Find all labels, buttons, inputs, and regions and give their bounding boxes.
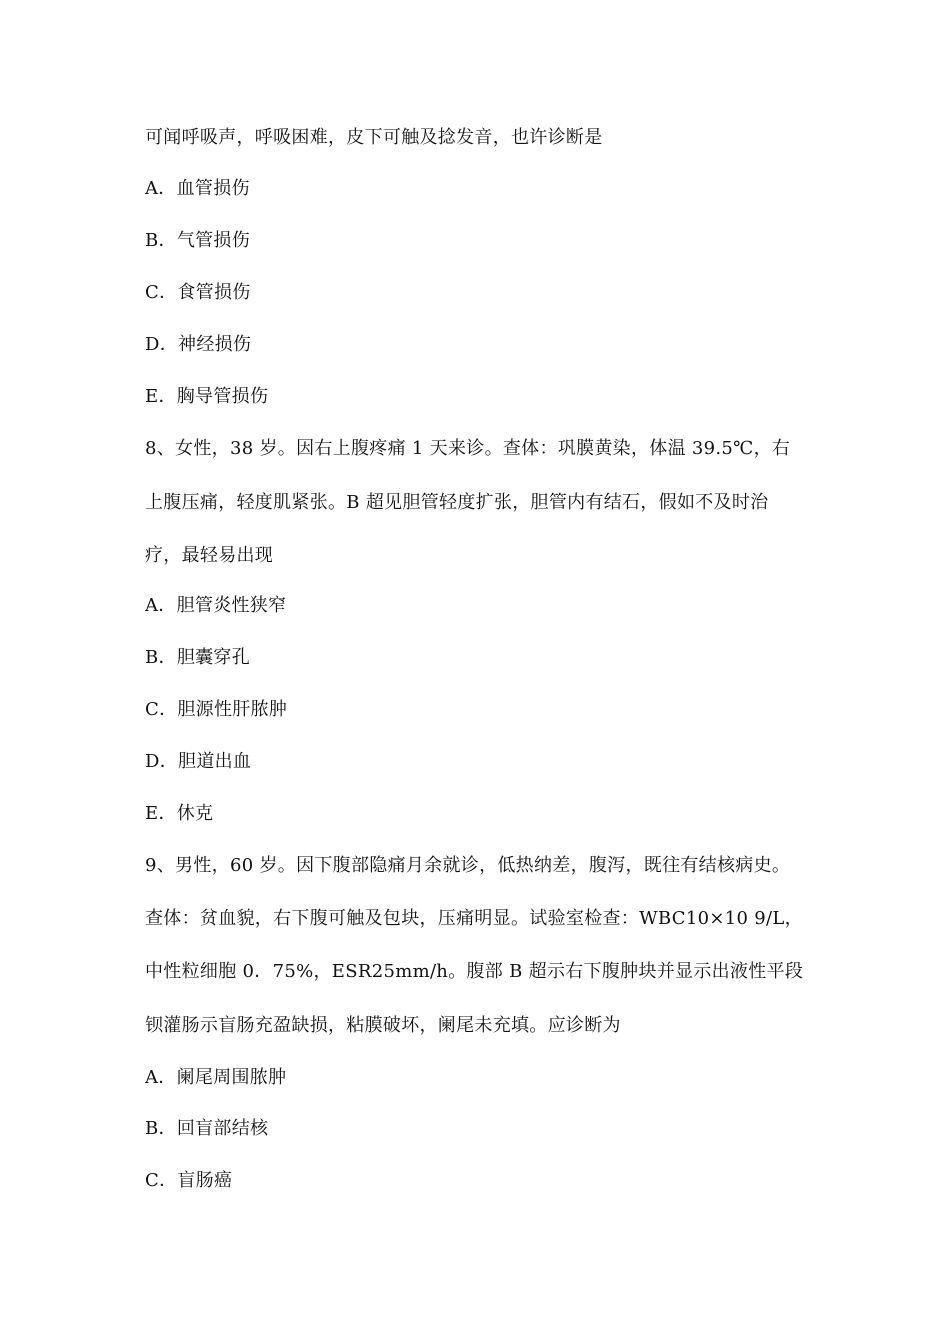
question-8-stem-line-1: 8、女性，38 岁。因右上腹疼痛 1 天来诊。查体：巩膜黄染，体温 39.5℃，右	[145, 438, 791, 459]
q8-option-b: B．胆囊穿孔	[145, 647, 251, 668]
q7-option-b: B．气管损伤	[145, 230, 251, 251]
q9-option-a: A．阑尾周围脓肿	[145, 1067, 287, 1088]
q7-option-a: A．血管损伤	[145, 178, 250, 199]
q7-option-d: D．神经损伤	[145, 334, 252, 355]
question-9-stem-line-4: 钡灌肠示盲肠充盈缺损，粘膜破坏，阑尾未充填。应诊断为	[145, 1015, 621, 1036]
question-9-stem-line-2: 查体：贫血貌，右下腹可触及包块，压痛明显。试验室检查：WBC10×10 9/L，	[145, 908, 803, 929]
q8-option-a: A．胆管炎性狭窄	[145, 595, 287, 616]
q7-option-c: C．食管损伤	[145, 282, 251, 303]
question-8-stem-line-2: 上腹压痛，轻度肌紧张。B 超见胆管轻度扩张，胆管内有结石，假如不及时治	[145, 492, 769, 513]
q8-option-d: D．胆道出血	[145, 751, 252, 772]
question-9-stem-line-1: 9、男性，60 岁。因下腹部隐痛月余就诊，低热纳差，腹泻，既往有结核病史。	[145, 855, 791, 876]
question-9-stem-line-3: 中性粒细胞 0．75%，ESR25mm/h。腹部 B 超示右下腹肿块并显示出液性平段	[145, 961, 804, 982]
q9-option-c: C．盲肠癌	[145, 1170, 233, 1191]
q8-option-c: C．胆源性肝脓肿	[145, 699, 288, 720]
question-7-stem-end: 可闻呼吸声，呼吸困难，皮下可触及捻发音，也许诊断是	[145, 127, 603, 148]
q9-option-b: B．回盲部结核	[145, 1118, 269, 1139]
question-8-stem-line-3: 疗，最轻易出现	[145, 545, 274, 566]
q7-option-e: E．胸导管损伤	[145, 386, 269, 407]
q8-option-e: E．休克	[145, 803, 214, 824]
